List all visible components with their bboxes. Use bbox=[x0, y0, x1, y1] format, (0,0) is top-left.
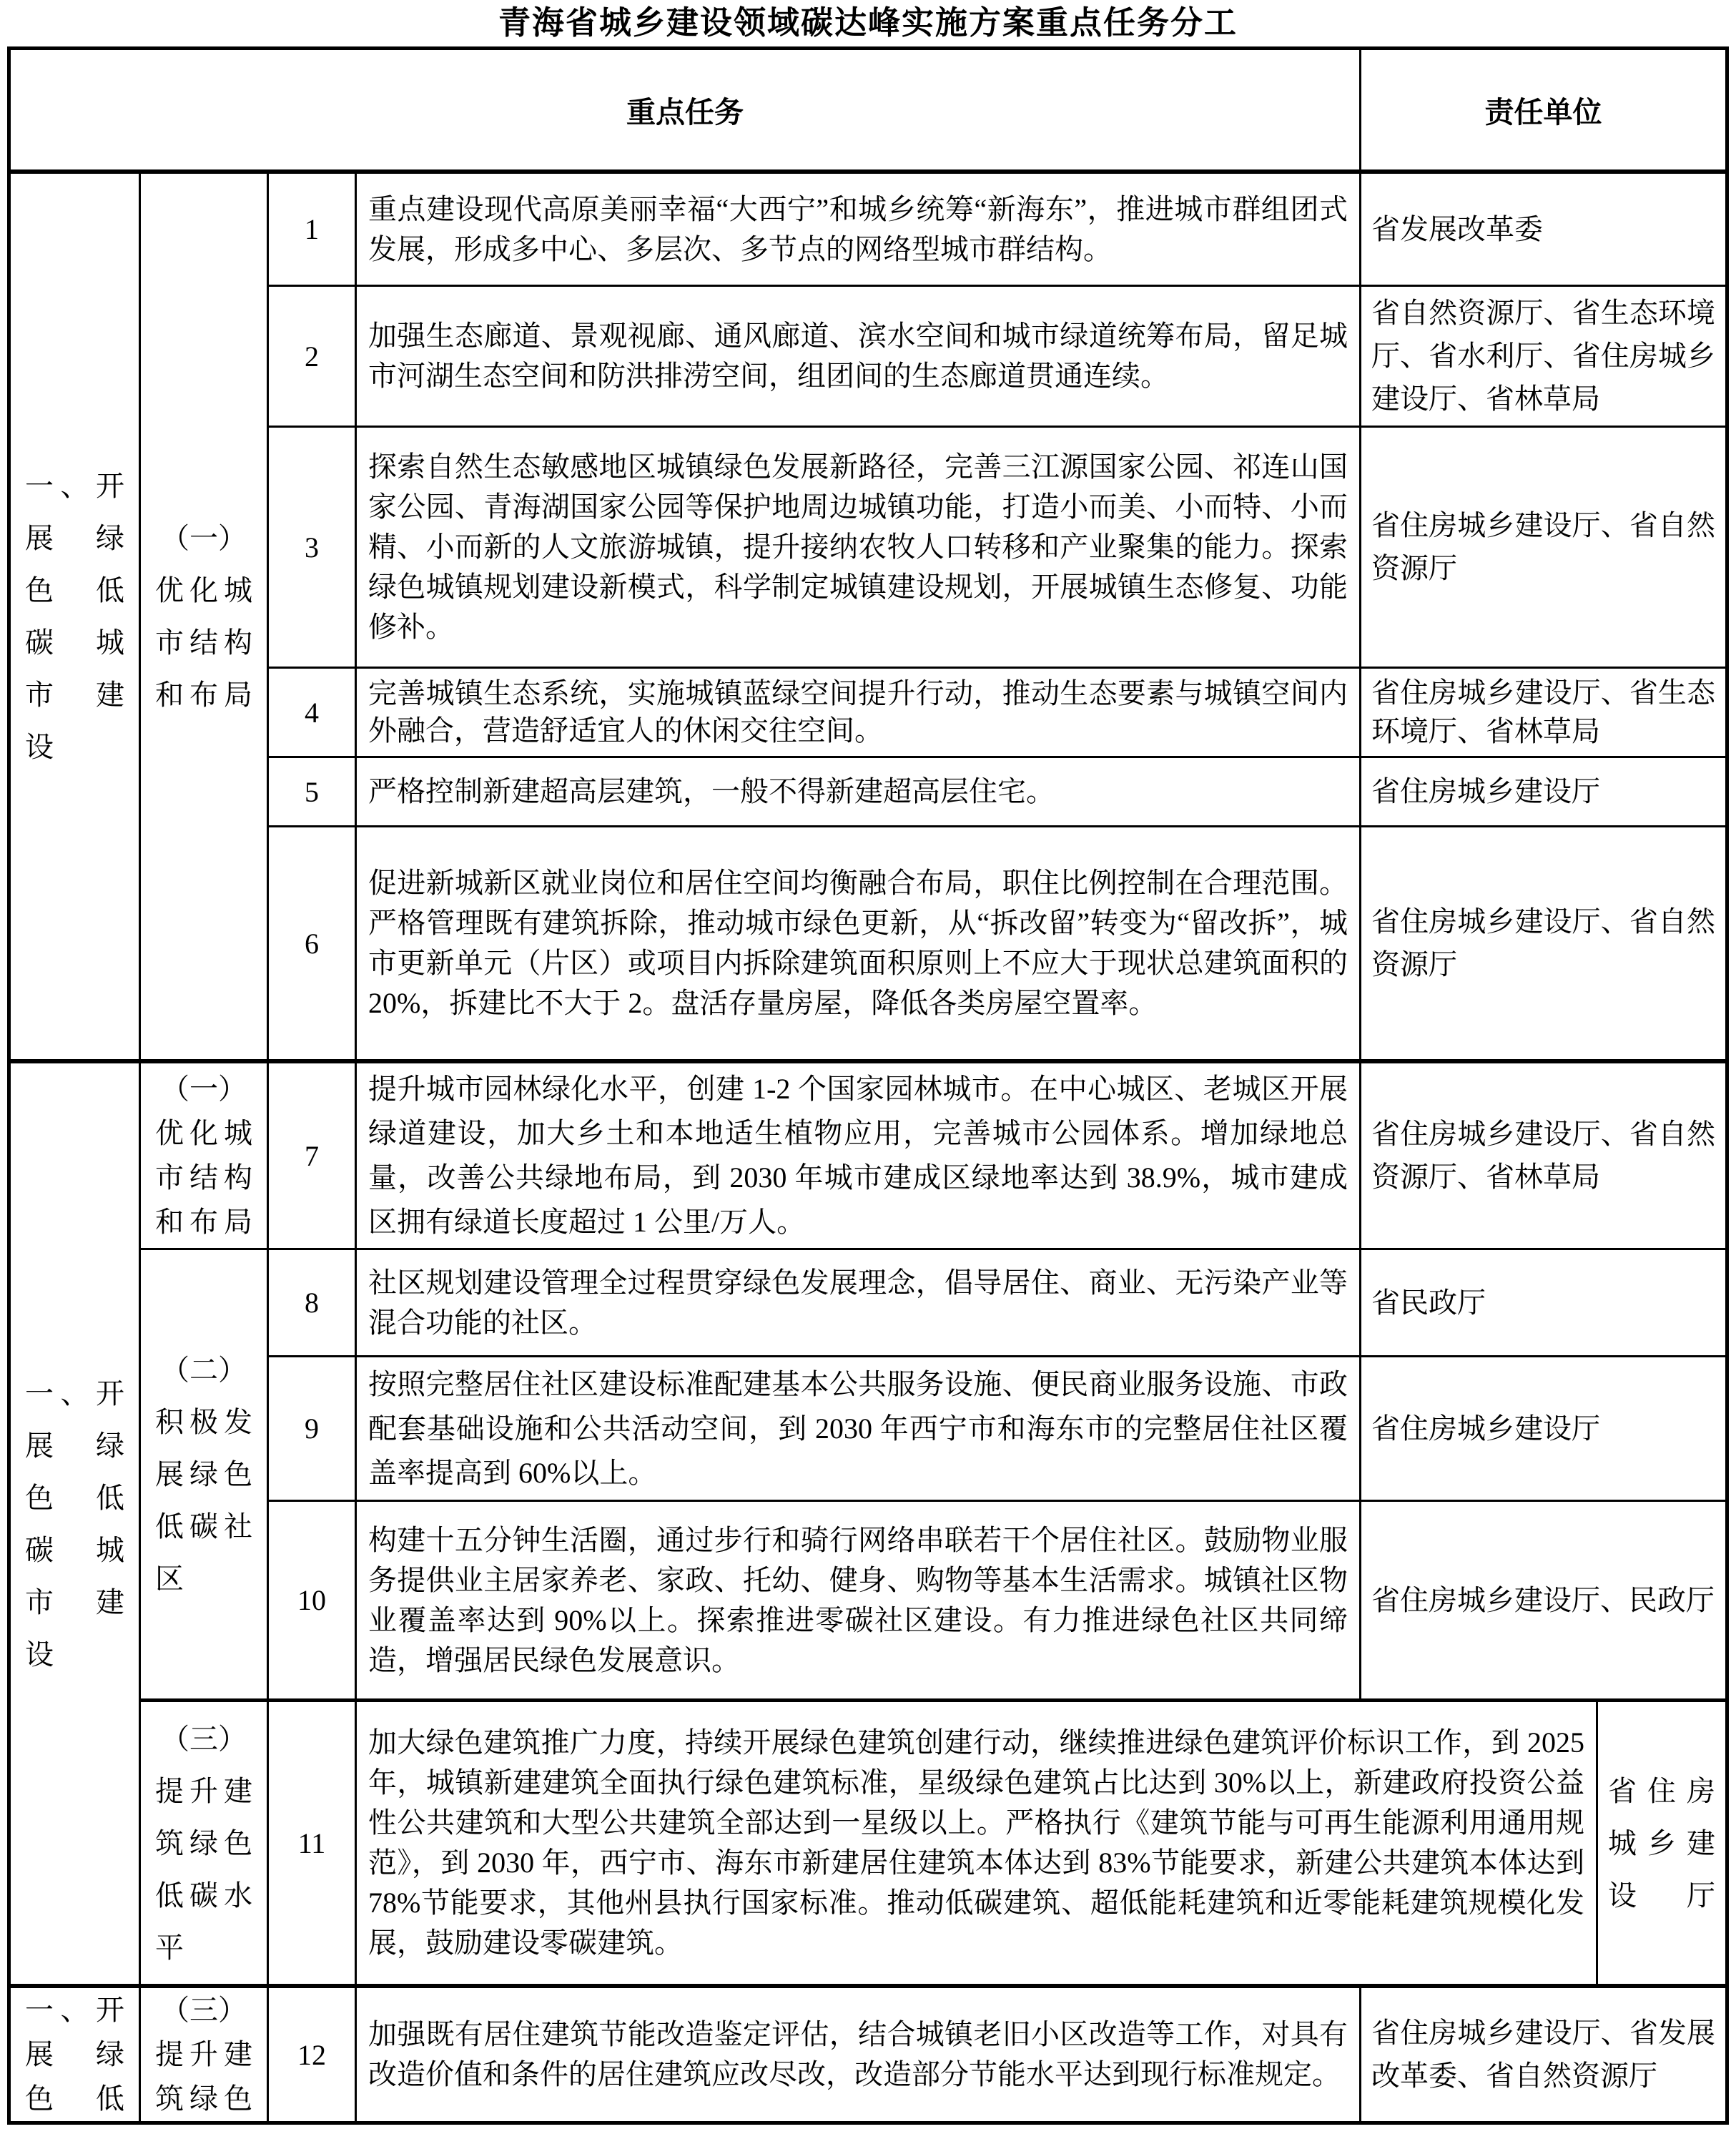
subcategory-cell-a1: （ 一 ） 优 化 城 市 结 构 和 布 局 bbox=[141, 174, 269, 1063]
task-12-responsible-unit: 省住房城乡建设厅、省发展改革委、省自然资源厅 bbox=[1371, 2017, 1715, 2092]
task-10-responsible-unit: 省住房城乡建设厅、民政厅 bbox=[1361, 1502, 1725, 1702]
task-3-number: 3 bbox=[269, 428, 357, 669]
task-9-text: 按照完整居住社区建设标准配建基本公共服务设施、便民商业服务设施、市政配套基础设施和公共活动空间，到 2030 年西宁市和海东市的完整居住社区覆盖率提高到 60%以上。 bbox=[357, 1357, 1361, 1502]
task-1-responsible-unit: 省发展改革委 bbox=[1361, 174, 1725, 287]
task-11-number: 11 bbox=[269, 1702, 357, 1988]
task-5-number: 5 bbox=[269, 758, 357, 827]
task-4-number: 4 bbox=[269, 669, 357, 758]
task-table bbox=[7, 46, 1729, 2125]
task-2-text: 加强生态廊道、景观视廊、通风廊道、滨水空间和城市绿道统筹布局，留足城市河湖生态空间和防洪排涝空间，组团间的生态廊道贯通连续。 bbox=[357, 287, 1361, 428]
task-10-text: 构建十五分钟生活圈，通过步行和骑行网络串联若干个居住社区。鼓励物业服务提供业主居家养老、家政、托幼、健身、购物等基本生活需求。城镇社区物业覆盖率达到 90%以上。探索推进零碳社区建设。有力推进绿色社区共同缔造，增强居民绿色发展意识。 bbox=[357, 1502, 1361, 1702]
task-3-text: 探索自然生态敏感地区城镇绿色发展新路径，完善三江源国家公园、祁连山国家公园、青海湖国家公园等保护地周边城镇功能，打造小而美、小而特、小而精、小而新的人文旅游城镇，提升接纳农牧人口转移和产业聚集的能力。探索绿色城镇规划建设新模式，科学制定城镇建设规划，开展城镇生态修复、功能修补。 bbox=[357, 428, 1361, 669]
task-11-text: 加大绿色建筑推广力度，持续开展绿色建筑创建行动，继续推进绿色建筑评价标识工作，到 2025 年，城镇新建建筑全面执行绿色建筑标准，星级绿色建筑占比达到 30%以上，新建政府投资公益性公共建筑和大型公共建筑全部达到一星级以上。严格执行《建筑节能与可再生能源利用通用规范》，到 2030 年，西宁市、海东市新建居住建筑本体达到 83%节能要求，新建公共建筑本体达到 78%节能要求，其他州县执行国家标准。推动低碳建筑、超低能耗建筑和近零能耗建筑规模化发展，鼓励建设零碳建筑。 bbox=[357, 1702, 1598, 1988]
task-9-responsible-unit: 省住房城乡建设厅 bbox=[1361, 1357, 1725, 1502]
task-5-text: 严格控制新建超高层建筑，一般不得新建超高层住宅。 bbox=[357, 758, 1361, 827]
task-1-text: 重点建设现代高原美丽幸福“大西宁”和城乡统筹“新海东”，推进城市群组团式发展，形成多中心、多层次、多节点的网络型城市群结构。 bbox=[357, 174, 1361, 287]
subcategory-cell-b3: （ 三 ） 提 升 建 筑 绿 色 低 碳 水 平 bbox=[141, 1702, 269, 1988]
subcategory-cell-b1: （ 一 ） 优 化 城 市 结 构 和 布 局 bbox=[141, 1063, 269, 1250]
subcategory-cell-c1: （ 三 ） 提 升 建 筑 绿 色 bbox=[141, 1988, 269, 2121]
header-responsible-unit: 责任单位 bbox=[1361, 50, 1725, 174]
task-12-text: 加强既有居住建筑节能改造鉴定评估，结合城镇老旧小区改造等工作，对具有改造价值和条件的居住建筑应改尽改，改造部分节能水平达到现行标准规定。 bbox=[357, 1988, 1361, 2121]
task-6-text: 促进新城新区就业岗位和居住空间均衡融合布局，职住比例控制在合理范围。严格管理既有建筑拆除，推动城市绿色更新，从“拆改留”转变为“留改拆”，城市更新单元（片区）或项目内拆除建筑面积原则上不应大于现状总建筑面积的 20%，拆建比不大于 2。盘活存量房屋，降低各类房屋空置率。 bbox=[357, 827, 1361, 1063]
category-cell-section3: 一 、 开 展 绿 色 低 bbox=[11, 1988, 141, 2121]
task-1-number: 1 bbox=[269, 174, 357, 287]
task-12-number: 12 bbox=[269, 1988, 357, 2121]
task-7-text: 提升城市园林绿化水平，创建 1-2 个国家园林城市。在中心城区、老城区开展绿道建设，加大乡土和本地适生植物应用，完善城市公园体系。增加绿地总量，改善公共绿地布局，到 2030 年城市建成区绿地率达到 38.9%，城市建成区拥有绿道长度超过 1 公里/万人。 bbox=[357, 1063, 1361, 1250]
subcategory-cell-b2: （ 二 ） 积 极 发 展 绿 色 低 碳 社 区 bbox=[141, 1250, 269, 1702]
task-8-responsible-unit: 省民政厅 bbox=[1361, 1250, 1725, 1357]
task-5-responsible-unit: 省住房城乡建设厅 bbox=[1361, 758, 1725, 827]
page-title: 青海省城乡建设领域碳达峰实施方案重点任务分工 bbox=[498, 5, 1238, 41]
task-10-number: 10 bbox=[269, 1502, 357, 1702]
task-8-number: 8 bbox=[269, 1250, 357, 1357]
task-7-responsible-unit: 省住房城乡建设厅、省自然资源厅、省林草局 bbox=[1361, 1063, 1725, 1250]
category-cell-section2: 一 、 开 展 绿 色 低 碳 城 市 建 设 bbox=[11, 1063, 141, 1988]
task-11-responsible-unit: 省 住 房 城 乡 建 设 厅 bbox=[1598, 1702, 1725, 1988]
task-4-text: 完善城镇生态系统，实施城镇蓝绿空间提升行动，推动生态要素与城镇空间内外融合，营造舒适宜人的休闲交往空间。 bbox=[357, 669, 1361, 758]
task-2-responsible-unit: 省自然资源厅、省生态环境厅、省水利厅、省住房城乡建设厅、省林草局 bbox=[1361, 287, 1725, 428]
task-6-responsible-unit: 省住房城乡建设厅、省自然资源厅 bbox=[1361, 827, 1725, 1063]
task-4-responsible-unit: 省住房城乡建设厅、省生态环境厅、省林草局 bbox=[1361, 669, 1725, 758]
task-6-number: 6 bbox=[269, 827, 357, 1063]
task-8-text: 社区规划建设管理全过程贯穿绿色发展理念，倡导居住、商业、无污染产业等混合功能的社区。 bbox=[357, 1250, 1361, 1357]
task-9-number: 9 bbox=[269, 1357, 357, 1502]
task-2-number: 2 bbox=[269, 287, 357, 428]
task-3-responsible-unit: 省住房城乡建设厅、省自然资源厅 bbox=[1361, 428, 1725, 669]
header-tasks: 重点任务 bbox=[11, 50, 1361, 174]
task-7-number: 7 bbox=[269, 1063, 357, 1250]
category-cell-section1: 一 、 开 展 绿 色 低 碳 城 市 建 设 bbox=[11, 174, 141, 1063]
